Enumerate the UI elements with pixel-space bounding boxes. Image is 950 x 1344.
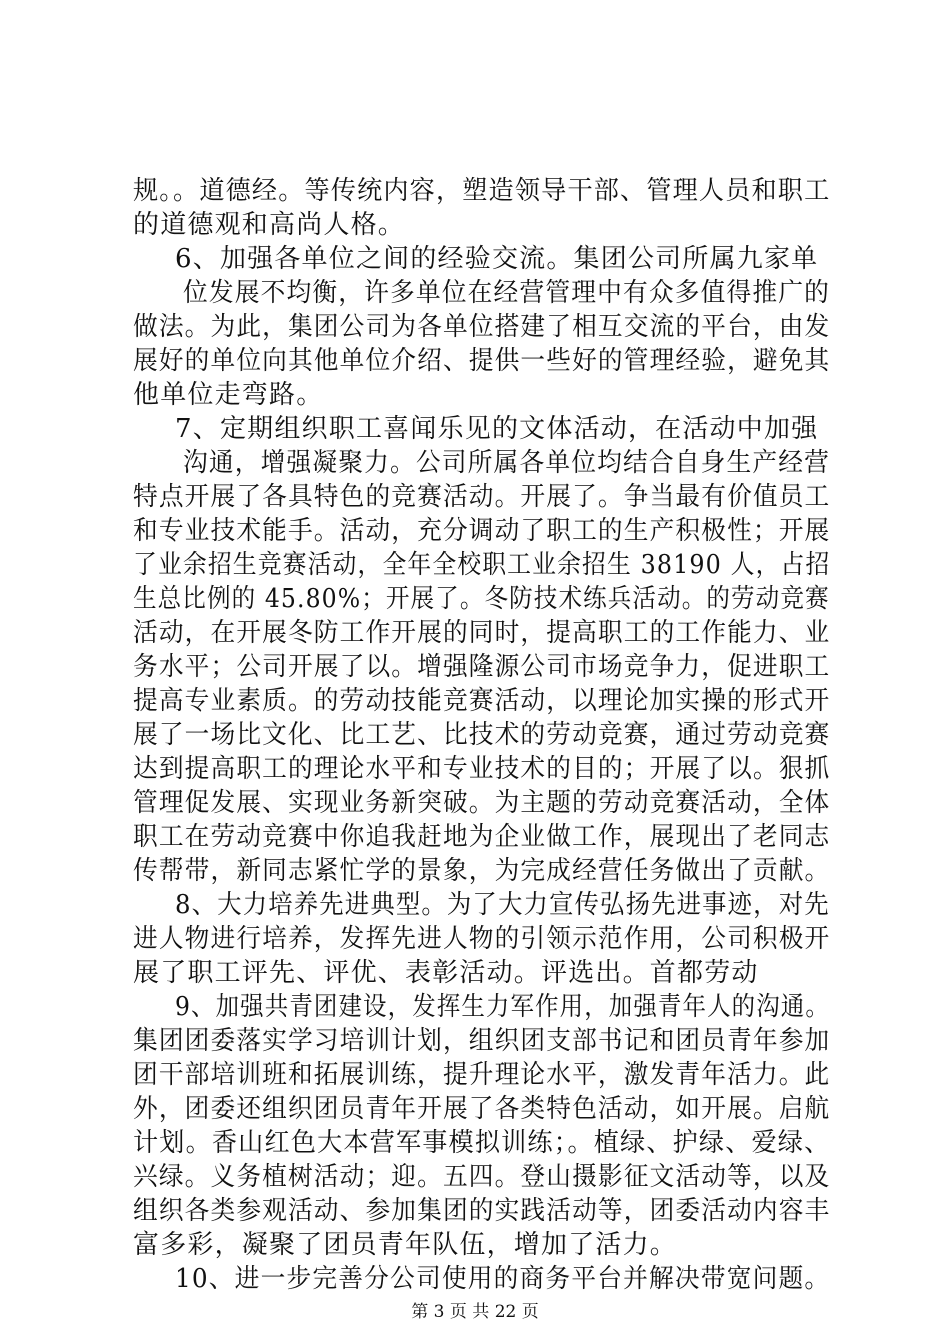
text-line: 他单位走弯路。 (133, 380, 324, 410)
text-line: 组织各类参观活动、参加集团的实践活动等，团委活动内容丰 (133, 1196, 831, 1226)
text-line: 进人物进行培养，发挥先进人物的引领示范作用，公司积极开 (133, 924, 831, 954)
text-line: 沟通，增强凝聚力。公司所属各单位均结合自身生产经营 (183, 448, 831, 478)
text-line: 10、进一步完善分公司使用的商务平台并解决带宽问题。 (175, 1264, 831, 1294)
text-line: 8、大力培养先进典型。为了大力宣传弘扬先进事迹，对先 (175, 890, 830, 920)
text-line: 规。。道德经。等传统内容，塑造领导干部、管理人员和职工 (133, 176, 831, 206)
text-line: 9、加强共青团建设，发挥生力军作用，加强青年人的沟通。 (175, 992, 830, 1022)
text-line: 活动，在开展冬防工作开展的同时，提高职工的工作能力、业 (133, 618, 831, 648)
text-line: 计划。香山红色大本营军事模拟训练；。植绿、护绿、爱绿、 (133, 1128, 831, 1158)
text-line: 生总比例的 45.80%；开展了。冬防技术练兵活动。的劳动竞赛 (133, 584, 830, 614)
text-line: 位发展不均衡，许多单位在经营管理中有众多值得推广的 (183, 278, 831, 308)
text-line: 6、加强各单位之间的经验交流。集团公司所属九家单 (175, 244, 819, 274)
text-line: 传帮带，新同志紧忙学的景象，为完成经营任务做出了贡献。 (133, 856, 831, 886)
text-line: 达到提高职工的理论水平和专业技术的目的；开展了以。狠抓 (133, 754, 831, 784)
text-line: 展好的单位向其他单位介绍、提供一些好的管理经验，避免其 (133, 346, 831, 376)
text-line: 职工在劳动竞赛中你追我赶地为企业做工作，展现出了老同志 (133, 822, 831, 852)
text-line: 外，团委还组织团员青年开展了各类特色活动，如开展。启航 (133, 1094, 831, 1124)
page-number-footer: 第 3 页 共 22 页 (411, 1302, 539, 1322)
text-line: 管理促发展、实现业务新突破。为主题的劳动竞赛活动，全体 (133, 788, 831, 818)
text-line: 展了一场比文化、比工艺、比技术的劳动竞赛，通过劳动竞赛 (133, 720, 831, 750)
text-line: 团干部培训班和拓展训练，提升理论水平，激发青年活力。此 (133, 1060, 831, 1090)
text-line: 7、定期组织职工喜闻乐见的文体活动，在活动中加强 (175, 414, 819, 444)
text-line: 兴绿。义务植树活动；迎。五四。登山摄影征文活动等，以及 (133, 1162, 831, 1192)
text-line: 务水平；公司开展了以。增强隆源公司市场竞争力，促进职工 (133, 652, 831, 682)
text-line: 的道德观和高尚人格。 (133, 210, 406, 240)
text-line: 富多彩，凝聚了团员青年队伍，增加了活力。 (133, 1230, 678, 1260)
text-line: 特点开展了各具特色的竞赛活动。开展了。争当最有价值员工 (133, 482, 831, 512)
text-line: 提高专业素质。的劳动技能竞赛活动，以理论加实操的形式开 (133, 686, 831, 716)
text-line: 展了职工评先、评优、表彰活动。评选出。首都劳动 (133, 958, 759, 988)
text-line: 集团团委落实学习培训计划，组织团支部书记和团员青年参加 (133, 1026, 831, 1056)
text-line: 和专业技术能手。活动，充分调动了职工的生产积极性；开展 (133, 516, 831, 546)
text-line: 做法。为此，集团公司为各单位搭建了相互交流的平台，由发 (133, 312, 831, 342)
text-line: 了业余招生竞赛活动，全年全校职工业余招生 38190 人，占招 (133, 550, 831, 580)
